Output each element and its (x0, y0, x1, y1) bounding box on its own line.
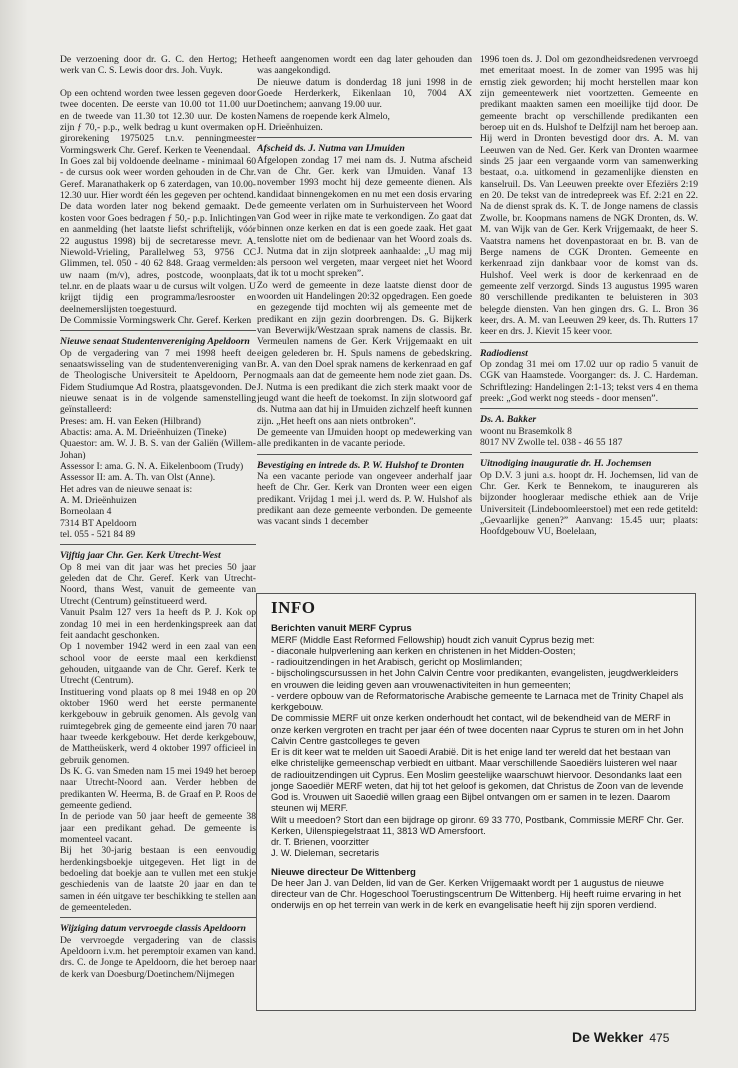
paragraph: Op een ochtend worden twee lessen gegeven door twee docenten. De eerste van 10.00 tot 11.00 uur en de tweede van 11.30 tot 12.30 uur. De kosten zijn ƒ 70,- p.p., welk bedrag u kunt overmaken op girorekening 1975025 t.n.v. penningmeester Vormingswerk Chr. Geref. Kerken te Veenendaal. (60, 88, 256, 156)
paragraph: - bijscholingscursussen in het John Calvin Centre voor predikanten, evangelisten, jeugdwerkleiders en vrouwen die leiding geven aan vrouwenactiviteiten in hun gemeenten; (271, 668, 679, 690)
paragraph: - diaconale hulpverlening aan kerken en christenen in het Midden-Oosten; (271, 645, 576, 656)
column-right (480, 54, 698, 586)
section-gap (271, 860, 685, 867)
info-box (256, 593, 696, 1011)
paragraph: heeft aangenomen wordt een dag later gehouden dan was aangekondigd. (257, 54, 472, 77)
paragraph: Assessor I: ama. G. N. A. Eikelenboom (Trudy) (60, 461, 244, 473)
paragraph: De verzoening door dr. G. C. den Hertog; Het werk van C. S. Lewis door drs. Joh. Vuyk. (60, 54, 256, 77)
paragraph: Abactis: ama. A. M. Drieënhuizen (Tineke) (60, 427, 227, 438)
paragraph: Preses: am. H. van Eeken (Hilbrand) (60, 415, 201, 427)
section-divider (480, 342, 698, 343)
paragraph: 7314 BT Apeldoorn (60, 517, 137, 529)
paragraph: woont nu Brasemkolk 8 (480, 425, 572, 437)
section-heading: Berichten vanuit MERF Cyprus (271, 623, 412, 635)
paragraph: Op de vergadering van 7 mei 1998 heeft de senaatswisseling van de studentenvereniging van de Theologische Universiteit te Apeldoorn, Per Fidem Studiumque Ad Rostra, plaatsgevonden. De nieuwe senaat is in de volgende samenstelling geïnstalleerd: (60, 347, 256, 416)
paragraph: dr. T. Brienen, voorzitter (271, 837, 370, 847)
section-divider (480, 452, 698, 453)
paragraph: Op D.V. 3 juni a.s. hoopt dr. H. Jochemsen, lid van de Chr. Ger. Kerk te Bennekom, te inaugureren als bijzonder hoogleraar medische ethiek aan de Vrije Universiteit (Lindeboomleerstoel) met een rede getiteld: „Gevaarlijke genen?” Aanvang: 15.45 uur; plaats: Hoofdgebouw VU, Boelelaan, (480, 469, 698, 538)
paragraph: - radiouitzendingen in het Arabisch, gericht op Moslimlanden; (271, 657, 523, 667)
paragraph: Assessor II: am. A. Th. van Olst (Anne). (60, 472, 216, 484)
page-footer (572, 1029, 692, 1047)
paragraph: 1996 toen ds. J. Dol om gezondheidsredenen vervroegd met emeritaat moest. In de zomer van 1995 was hij ernstig ziek geworden; hij mocht herstellen maar kon zijn gemeentewerk niet voortzetten. Gemeente en predikant maakten samen een moeilijke tijd door. De gemeente bracht op verschillende predikanten een beroep uit en ds. Hulshof te Delfzijl nam het beroep aan. Hij werd in Dronten bevestigd door drs. A. M. van Leeuwen van de Ned. Ger. Kerk van Dronten waarmee sinds 25 jaar een vergaande vorm van samenwerking bestaat, o.a. uitkomend in gezamenlijke diensten en kanselruil. Ds. Van Leeuwen preekte over Efeziërs 2:19 en 20. De tekst van de intredepreek was Ef. 2:21 en 22. Na de dienst sprak ds. K. T. de Jonge namens de classis Zwolle, br. Koopmans namens de NGK Dronten, ds. W. M. van Wijk van de Ger. Kerk Vrijgemaakt, de heer S. Vaatstra namens het dovenpastoraat en br. B. van de Berge namens de CGK Dronten. Gemeente en kerkenraad zijn dankbaar voor de komst van ds. Hulshof. Veel werk is door de kerkenraad en de gemeente zelf verzorgd. Sinds 13 augustus 1995 waren 80 verschillende predikanten te beluisteren in 303 belegde diensten. Van hen gingen drs. G. L. Bron 36 keer, drs. A. M. van Leeuwen 29 keer, ds. Th. Rutters 17 keer en drs. J. Kievit 15 keer voor. (480, 54, 698, 338)
paragraph: Op 1 november 1942 werd in een zaal van een school voor de eerste maal een kerkdienst gehouden, uitgaande van de Chr. Geref. Kerk te Utrecht (Centrum). (60, 641, 256, 687)
paragraph: Namens de roepende kerk Almelo, (257, 110, 390, 122)
paragraph: De Commissie Vormingswerk Chr. Geref. Kerken (60, 314, 252, 326)
paragraph: De heer Jan J. van Delden, lid van de Ger. Kerken Vrijgemaakt wordt per 1 augustus de nieuwe directeur van de Chr. Hogeschool Toerustingscentrum De Wittenberg. Hij heeft ruime ervaring in het onderwijs en op het terrein van werk in de kerk en evangelisatie heeft hij zijn sporen verdiend. (271, 877, 682, 911)
info-body (271, 623, 685, 911)
paragraph: J. W. Dieleman, secretaris (271, 848, 379, 859)
section-heading: Uitnodiging inauguratie dr. H. Jochemsen (480, 458, 652, 470)
section-divider (60, 544, 256, 545)
info-title: INFO (271, 598, 316, 617)
section-heading: Nieuwe directeur De Wittenberg (271, 866, 416, 878)
section-divider (60, 330, 256, 331)
paragraph-gap (60, 77, 256, 88)
paragraph: Op 8 mei van dit jaar was het precies 50 jaar geleden dat de Chr. Geref. Kerk van Utrecht-Noord, thans West, vanuit de gemeente van Utrecht (Centrum) geïnstitueerd werd. (60, 561, 256, 607)
paragraph: Instituering vond plaats op 8 mei 1948 en op 20 oktober 1960 werd het eerste permanente kerkgebouw in gebruik genomen. Als gevolg van ruimtegebrek ging de gemeente eind jaren 70 naar haar tweede kerkgebouw. Het derde kerkgebouw, de Mattheüskerk, werd 4 oktober 1997 officieel in gebruik genomen. (60, 686, 256, 766)
binding-shadow (0, 0, 28, 1068)
paragraph: Borneolaan 4 (60, 506, 112, 518)
section-heading: Wijziging datum vervroegde classis Apeldoorn (60, 923, 246, 935)
paragraph: Het adres van de nieuwe senaat is: (60, 483, 193, 495)
section-divider (257, 454, 472, 455)
paragraph: MERF (Middle East Reformed Fellowship) houdt zich vanuit Cyprus bezig met: (271, 634, 595, 645)
paragraph: Afgelopen zondag 17 mei nam ds. J. Nutma afscheid van de Chr. Ger. kerk van IJmuiden. Vanaf 13 november 1993 mocht hij deze gemeente dienen. Als kandidaat binnengekomen en nu met een dosis ervaring de gemeente verlaten om in Surhuisterveen het Woord van God weer in rijke mate te verkondigen. Zo gaat dat binnen onze kerken en dat is een goede zaak. Het gaat tenslotte niet om de bedienaar van het Woord zoals ds. J. Nutma dat in zijn slotpreek aanhaalde: „U mag mij als persoon wel vergeten, maar vergeet niet het Woord dat ik tot u mocht spreken”. (257, 154, 472, 280)
page-number: 475 (649, 1031, 670, 1045)
column-middle (257, 54, 472, 586)
paragraph: De vervroegde vergadering van de classis Apeldoorn i.v.m. het peremptoir examen van kand. drs. C. de Jonge te Apeldoorn, die het beroep naar de kerk van Doesburg/Doetinchem/Nijmegen (60, 934, 256, 980)
paragraph: De commissie MERF uit onze kerken onderhoudt het contact, wil de bekendheid van de MERF in onze kerken vergroten en tracht per jaar één of twee docenten naar Cyprus te sturen om in het John Calvin Centre gastcolleges te geven (271, 713, 684, 746)
paragraph: tel. 055 - 521 84 89 (60, 529, 136, 541)
paragraph: Ds K. G. van Smeden nam 15 mei 1949 het beroep naar Utrecht-Noord aan. Verder hebben de predikanten W. Heerma, B. de Graaf en P. Roos de gemeente gediend. (60, 765, 256, 811)
section-divider (257, 137, 472, 138)
section-divider (60, 917, 256, 918)
paragraph: A. M. Drieënhuizen (60, 495, 137, 507)
paragraph: - verdere opbouw van de Reformatorische Arabische gemeente te Larnaca met de Trinity Chapel als kerkgebouw. (271, 690, 684, 712)
section-heading: Radiodienst (480, 347, 528, 359)
section-heading: Vijftig jaar Chr. Ger. Kerk Utrecht-West (60, 550, 221, 562)
paragraph: In de periode van 50 jaar heeft de gemeente 38 jaar een predikant gehad. De gemeente is momenteel vacant. (60, 811, 256, 846)
paragraph: Op zondag 31 mei om 17.02 uur op radio 5 vanuit de CGK van Haamstede. Voorganger: ds. J. C. Hardeman. Schriftlezing: Handelingen 2:1-13; tekst vers 4 en thema preek: „God werkt nog steeds - door mensen”. (480, 358, 698, 404)
paragraph: Bij het 30-jarig bestaan is een eenvoudig herdenkingsboekje uitgegeven. Het ligt in de bedoeling dat boekje aan te vullen met een stukje geschiedenis van de laatste 20 jaar en dan te samen in één uitgave ter beschikking te stellen aan de gemeenteleden. (60, 845, 256, 914)
paragraph: 8017 NV Zwolle tel. 038 - 46 55 187 (480, 437, 623, 448)
paragraph: Vanuit Psalm 127 vers 1a heeft ds P. J. Kok op zondag 10 mei in een herdenkingspreek aan dat feit aandacht geschonken. (60, 607, 256, 641)
paragraph: De gemeente van IJmuiden hoopt op medewerking van alle predikanten in de vacante periode. (257, 427, 472, 450)
paragraph: H. Drieënhuizen. (257, 122, 323, 134)
paragraph: Er is dit keer wat te melden uit Saoedi Arabië. Dit is het enige land ter wereld dat het bestaan van elke christelijke gemeenschap verbiedt en uitbant. Maar verschillende Saoediërs luisteren wel naar de radiouitzendingen uit Cyprus. Een Moslim geestelijke waarschuwt hiervoor. Desondanks laat een jonge Saoediër MERF weten, dat hij tot het geloof is gekomen, dat Christus de Zoon van de levende God is. Vrouwen uit Saoedië willen graag een Bijbel ontvangen om er samen in te lezen. Daarom steunen wij MERF. (271, 747, 684, 814)
paragraph: Zo werd de gemeente in deze laatste dienst door de woorden uit Handelingen 20:32 opgedragen. Een goede en gezegende tijd mochten wij als gemeente met de predikant en zijn gezin doorbrengen. Ds. G. Bijkerk van Beverwijk/Westzaan sprak namens de classis. Br. Vermeulen namens de Ger. Kerk Vrijgemaakt en uit eigen gelederen br. H. Spuls namens de gebedskring. Br. A. van den Doel sprak namens de kerkenraad en gaf nogmaals aan dat de gemeente hem node ziet gaan. Ds. J. Nutma is een predikant die zich sterk maakt voor de jeugd want die heeft de toekomst. In zijn slotwoord gaf ds. Nutma aan dat hij in IJmuiden zichzelf heeft kunnen zijn. „Het heeft ons aan niets ontbroken”. (257, 279, 472, 427)
section-heading: Nieuwe senaat Studentenvereniging Apeldoorn (60, 336, 250, 348)
section-heading: Ds. A. Bakker (480, 414, 537, 426)
magazine-brand: De Wekker (572, 1029, 644, 1045)
column-left (60, 54, 256, 1034)
paragraph: In Goes zal bij voldoende deelname - minimaal 60 - de cursus ook weer worden gehouden in de Chr. Geref. Maranathakerk op 6 zaterdagen, van 10.00-12.30 uur. Hier wordt één les gegeven per ochtend. De data worden later nog bekend gemaakt. De kosten voor Goes bedragen ƒ 50,- p.p. Inlichtingen en aanmelding (het laatste liefst schriftelijk, vóór 22 augustus 1998) bij de secretaresse mevr. A. Niewold-Vrieling, Parallelweg 53, 9756 CC Glimmen, tel. 050 - 40 62 848. Graag vermelden: uw naam (m/v), adres, postcode, woonplaats, tel.nr. en de plaats waar u de cursus wilt volgen. U krijgt tijdig een programma/lesrooster en deelnemerslijsten toegestuurd. (60, 156, 256, 315)
paragraph: Na een vacante periode van ongeveer anderhalf jaar heeft de Chr. Ger. Kerk van Dronten weer een eigen predikant. Vrijdag 1 mei j.l. werd ds. P. W. Hulshof als predikant aan deze gemeente verbonden. De gemeente was vacant sinds 1 december (257, 471, 472, 528)
paragraph: Wilt u meedoen? Stort dan een bijdrage op gironr. 69 33 770, Postbank, Commissie MERF Chr. Ger. Kerken, Uilenspiegelstraat 11, 3813 WD Amersfoort. (271, 814, 684, 836)
section-divider (480, 408, 698, 409)
section-heading: Afscheid ds. J. Nutma van IJmuiden (257, 143, 405, 155)
paragraph: Quaestor: am. W. J. B. S. van der Galiën (Willem-Johan) (60, 438, 256, 461)
paragraph: De nieuwe datum is donderdag 18 juni 1998 in de Goede Herderkerk, Eikenlaan 10, 7004 AX Doetinchem; aanvang 19.00 uur. (257, 76, 472, 111)
section-heading: Bevestiging en intrede ds. P. W. Hulshof te Dronten (257, 459, 465, 471)
